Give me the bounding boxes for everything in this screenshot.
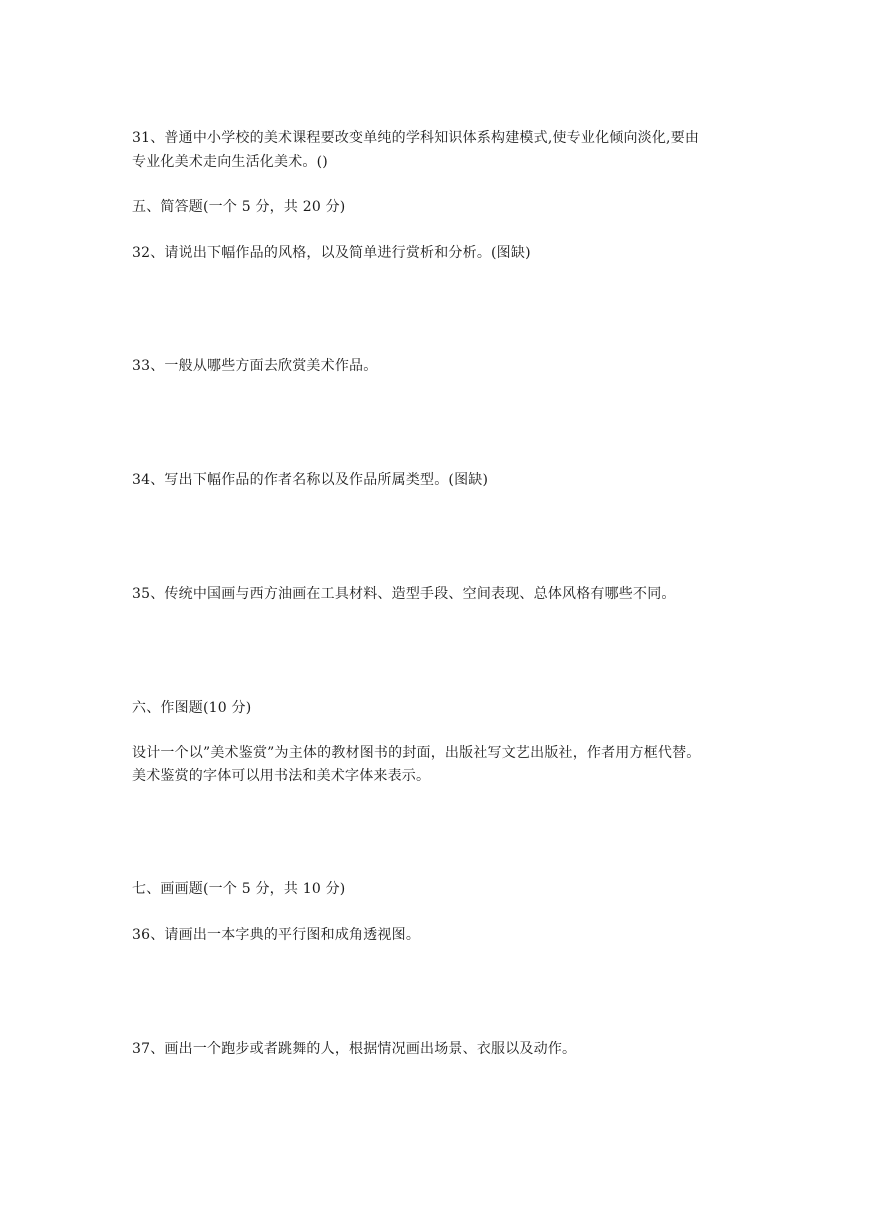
section-5-heading: 五、简答题(一个 5 分，共 20 分) bbox=[132, 199, 346, 215]
question-36: 36、请画出一本字典的平行图和成角透视图。 bbox=[132, 927, 421, 943]
question-34: 34、写出下幅作品的作者名称以及作品所属类型。(图缺) bbox=[132, 472, 489, 488]
section-6-heading: 六、作图题(10 分) bbox=[132, 700, 252, 716]
question-32: 32、请说出下幅作品的风格，以及简单进行赏析和分析。(图缺) bbox=[132, 245, 531, 261]
section-6-prompt-line-1: 设计一个以”美术鉴赏”为主体的教材图书的封面，出版社写文艺出版社，作者用方框代替。 bbox=[132, 745, 701, 761]
question-33: 33、一般从哪些方面去欣赏美术作品。 bbox=[132, 358, 378, 374]
question-37: 37、画出一个跑步或者跳舞的人，根据情况画出场景、衣服以及动作。 bbox=[132, 1041, 577, 1057]
question-31-line-1: 31、普通中小学校的美术课程要改变单纯的学科知识体系构建模式,使专业化倾向淡化,要由 bbox=[132, 130, 700, 146]
section-6-prompt-line-2: 美术鉴赏的字体可以用书法和美术字体来表示。 bbox=[132, 768, 431, 784]
section-7-heading: 七、画画题(一个 5 分，共 10 分) bbox=[132, 881, 346, 897]
question-31-line-2: 专业化美术走向生活化美术。() bbox=[132, 154, 328, 170]
question-35: 35、传统中国画与西方油画在工具材料、造型手段、空间表现、总体风格有哪些不同。 bbox=[132, 586, 676, 602]
